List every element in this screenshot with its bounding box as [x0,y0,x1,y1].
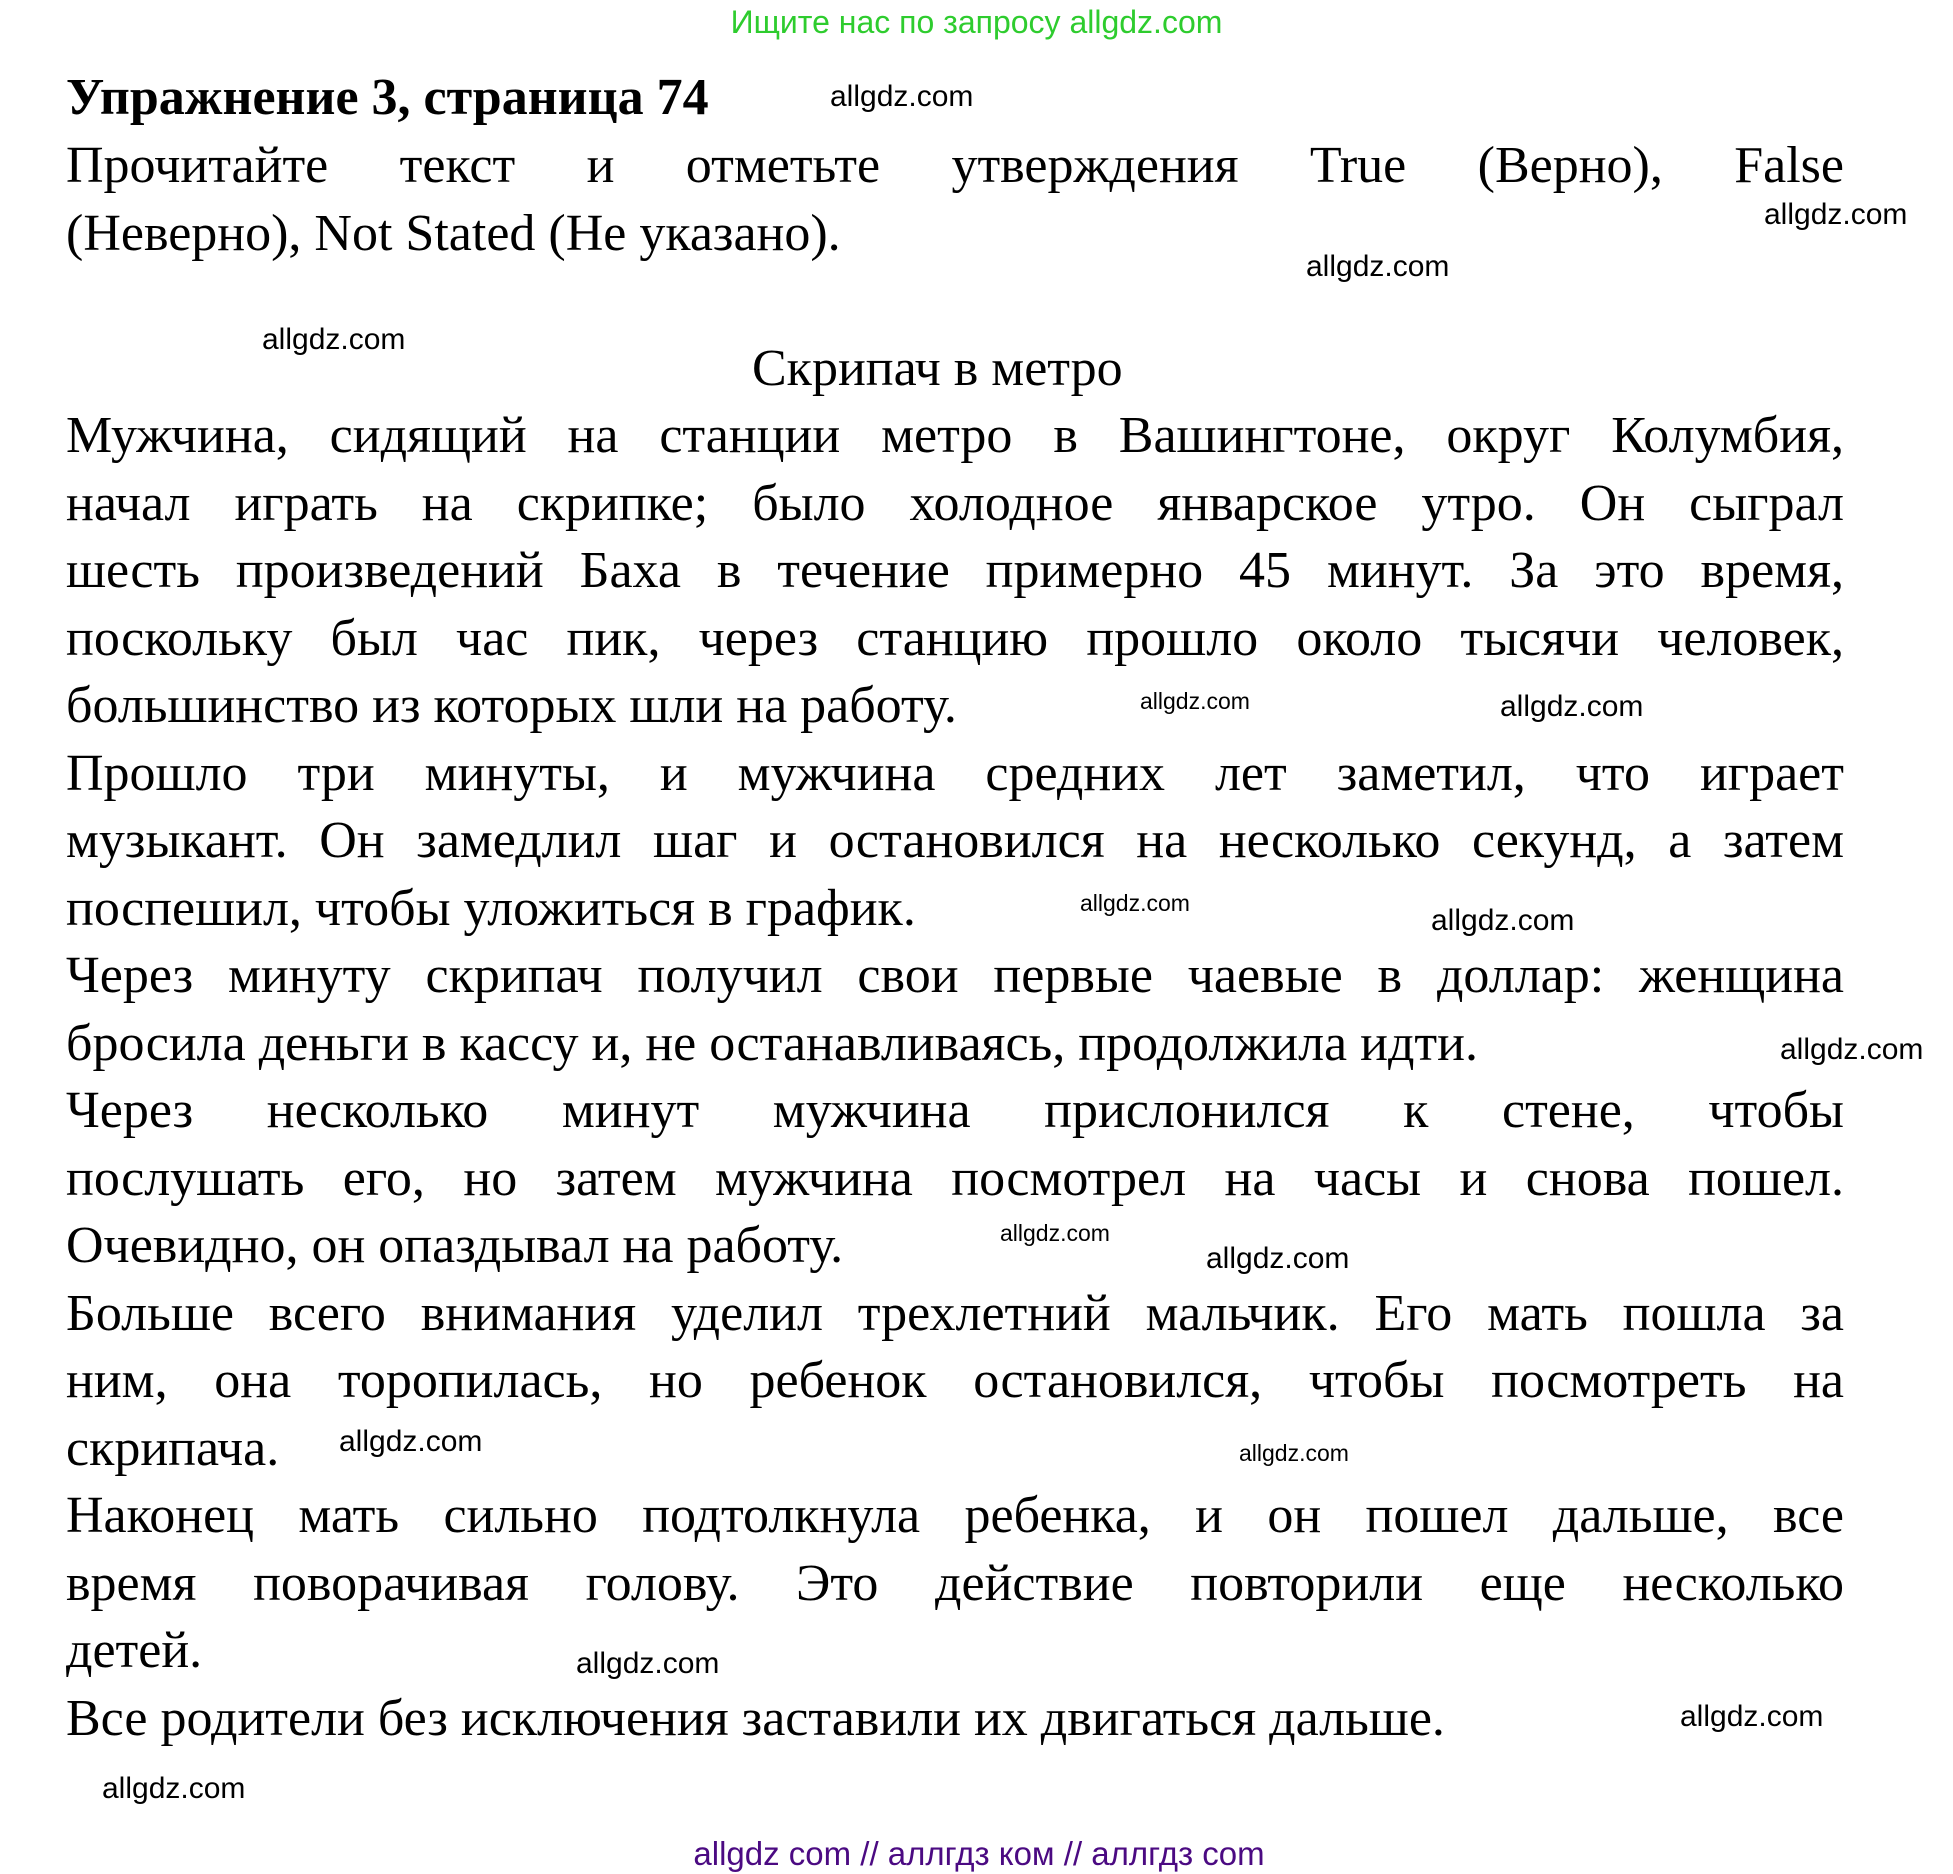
paragraph-4-line: Через несколько минут мужчина прислонился к стене, чтобы [66,1082,1844,1139]
watermark-text: allgdz.com [1431,904,1575,937]
header-search-link[interactable]: Ищите нас по запросу allgdz.com [730,4,1223,40]
watermark-text: allgdz.com [262,323,406,356]
watermark-text: allgdz.com [1140,688,1250,714]
paragraph-1-line: шесть произведений Баха в течение примерно 45 минут. За это время, [66,542,1844,599]
watermark-text: allgdz.com [1206,1242,1350,1275]
watermark-text: allgdz.com [1000,1220,1110,1246]
watermark-text: allgdz.com [102,1772,246,1805]
paragraph-2-line: поспешил, чтобы уложиться в график. [66,879,916,937]
watermark-text: allgdz.com [1080,890,1190,916]
footer-links[interactable]: allgdz com // аллгдз ком // аллгдз com [693,1835,1265,1872]
paragraph-5-line: скрипача. [66,1419,280,1477]
paragraph-7-line: Все родители без исключения заставили их двигаться дальше. [66,1689,1445,1747]
watermark-text: allgdz.com [1500,690,1644,723]
watermark-text: allgdz.com [339,1425,483,1458]
watermark-text: allgdz.com [1239,1440,1349,1466]
paragraph-3-line: бросила деньги в кассу и, не останавливаясь, продолжила идти. [66,1014,1478,1072]
paragraph-6-line: Наконец мать сильно подтолкнула ребенка, и он пошел дальше, все [66,1487,1844,1544]
paragraph-1-line: начал играть на скрипке; было холодное январское утро. Он сыграл [66,474,1844,532]
paragraph-2-line: музыкант. Он замедлил шаг и остановился на несколько секунд, а затем [66,812,1844,869]
watermark-text: allgdz.com [830,80,974,113]
paragraph-4-line: послушать его, но затем мужчина посмотрел на часы и снова пошел. [66,1149,1844,1207]
watermark-text: allgdz.com [1764,198,1908,231]
paragraph-5-line: Больше всего внимания уделил трехлетний мальчик. Его мать пошла за [66,1284,1844,1342]
paragraph-1-line: Мужчина, сидящий на станции метро в Вашингтоне, округ Колумбия, [66,407,1844,464]
paragraph-6-line: детей. [66,1622,203,1679]
paragraph-3-line: Через минуту скрипач получил свои первые чаевые в доллар: женщина [66,947,1844,1004]
paragraph-2-line: Прошло три минуты, и мужчина средних лет заметил, что играет [66,744,1844,802]
exercise-title: Упражнение 3, страница 74 [66,69,709,126]
watermark-text: allgdz.com [1306,250,1450,283]
watermark-text: allgdz.com [576,1647,720,1680]
instruction-line: (Неверно), Not Stated (Не указано). [66,205,841,262]
paragraph-4-line: Очевидно, он опаздывал на работу. [66,1217,844,1274]
paragraph-1-line: поскольку был час пик, через станцию прошло около тысячи человек, [66,609,1844,667]
instruction-line: Прочитайте текст и отметьте утверждения True (Верно), False [66,137,1844,194]
paragraph-5-line: ним, она торопилась, но ребенок остановился, чтобы посмотреть на [66,1352,1844,1409]
story-title: Скрипач в метро [752,340,1123,397]
paragraph-6-line: время поворачивая голову. Это действие повторили еще несколько [66,1554,1844,1612]
watermark-text: allgdz.com [1780,1033,1924,1066]
paragraph-1-line: большинство из которых шли на работу. [66,677,957,734]
watermark-text: allgdz.com [1680,1700,1824,1733]
